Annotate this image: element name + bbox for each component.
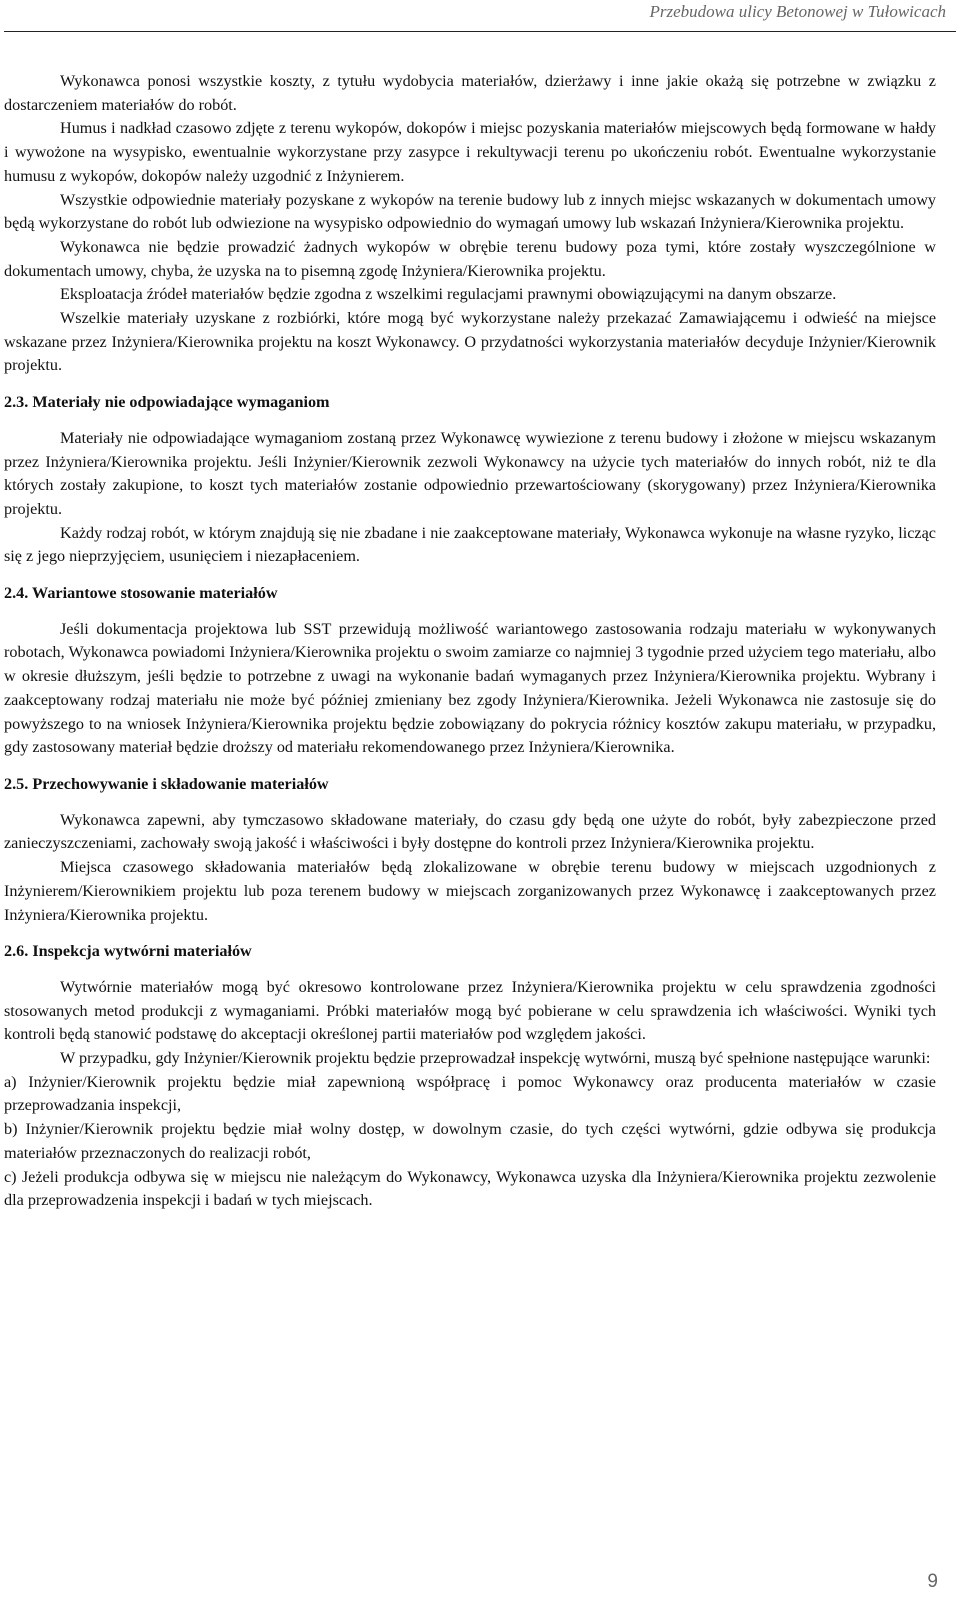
section-heading-2-6: 2.6. Inspekcja wytwórni materiałów [4,942,252,961]
document-body [4,70,936,1213]
list-item: c) Jeżeli produkcja odbywa się w miejscu nie należącym do Wykonawcy, Wykonawca uzyska dla Inżyniera/Kierownika projektu zezwolenie dla przeprowadzenia inspekcji i badań w tych miejscach. [4,1167,936,1210]
list-item: b) Inżynier/Kierownik projektu będzie miał wolny dostęp, w dowolnym czasie, do tych części wytwórni, gdzie odbywa się produkcja materiałów przeznaczonych do realizacji robót, [4,1120,936,1162]
paragraph: Materiały nie odpowiadające wymaganiom zostaną przez Wykonawcę wywiezione z terenu budowy i złożone w miejscu wskazanym przez Inżyniera/Kierownika projektu. Jeśli Inżynier/Kierownik zezwoli Wykonawcy na użycie tych materiałów do innych robót, niż te dla których zostały zakupione, to koszt tych materiałów zostanie odpowiednio przewartościowany (skorygowany) przez Inżyniera/Kierownika projektu. [4,428,936,518]
paragraph: Jeśli dokumentacja projektowa lub SST przewidują możliwość wariantowego zastosowania rodzaju materiału w wykonywanych robotach, Wykonawca powiadomi Inżyniera/Kierownika projektu o swoim zamiarze co najmniej 3 tygodnie przed użyciem tego materiału, albo w okresie dłuższym, jeśli będzie to potrzebne z uwagi na wykonanie badań wymaganych przez Inżyniera/Kierownika projektu. Wybrany i zaakceptowany rodzaj materiału nie może być później zmieniany bez zgody Inżyniera/Kierownika. Jeżeli Wykonawca nie zastosuje się do powyższego to na wniosek Inżyniera/Kierownika projektu będzie zobowiązany do pokrycia różnicy kosztów zakupu materiału, w przypadku, gdy zastosowany materiał będzie droższy od materiału rekomendowanego przez Inżyniera/Kierownika. [4,619,936,757]
paragraph: Wykonawca zapewni, aby tymczasowo składowane materiały, do czasu gdy będą one użyte do robót, były zabezpieczone przed zanieczyszczeniami, zachowały swoją jakość i właściwości i były dostępne do kontroli przez Inżyniera/Kierownika projektu. [4,810,936,853]
section-heading-2-3: 2.3. Materiały nie odpowiadające wymaganiom [4,393,330,412]
paragraph: Wykonawca ponosi wszystkie koszty, z tytułu wydobycia materiałów, dzierżawy i inne jakie okażą się potrzebne w związku z dostarczeniem materiałów do robót. [4,72,936,114]
page-header-title: Przebudowa ulicy Betonowej w Tułowicach [649,2,946,21]
paragraph: Miejsca czasowego składowania materiałów będą zlokalizowane w obrębie terenu budowy w miejscach uzgodnionych z Inżynierem/Kierownikiem projektu lub poza terenem budowy w miejscach zorganizowanych przez Wykonawcę i zaakceptowanych przez Inżyniera/Kierownika projektu. [4,858,936,924]
paragraph: Wykonawca nie będzie prowadzić żadnych wykopów w obrębie terenu budowy poza tymi, które zostały wyszczególnione w dokumentach umowy, chyba, że uzyska na to pisemną zgodę Inżyniera/Kierownika projektu. [4,237,936,280]
paragraph: Wszelkie materiały uzyskane z rozbiórki, które mogą być wykorzystane należy przekazać Zamawiającemu i odwieść na miejsce wskazane przez Inżyniera/Kierownika projektu na koszt Wykonawcy. O przydatności wykorzystania materiałów decyduje Inżynier/Kierownik projektu. [4,309,936,375]
section-heading-2-4: 2.4. Wariantowe stosowanie materiałów [4,584,278,603]
paragraph: Wszystkie odpowiednie materiały pozyskane z wykopów na terenie budowy lub z innych miejsc wskazanych w dokumentach umowy będą wykorzystane do robót lub odwiezione na wysypisko odpowiednio do wymagań umowy lub wskazań Inżyniera/Kierownika projektu. [4,190,936,233]
page-number: 9 [927,1571,938,1592]
paragraph: Wytwórnie materiałów mogą być okresowo kontrolowane przez Inżyniera/Kierownika projektu w celu sprawdzenia zgodności stosowanych metod produkcji z wymaganiami. Próbki materiałów mogą być pobierane w celu sprawdzenia ich właściwości. Wyniki tych kontroli będą stanowić podstawę do akceptacji określonej partii materiałów pod względem jakości. [4,977,936,1044]
list-item: a) Inżynier/Kierownik projektu będzie miał zapewnioną współpracę i pomoc Wykonawcy oraz producenta materiałów w czasie przeprowadzania inspekcji, [4,1072,936,1115]
section-heading-2-5: 2.5. Przechowywanie i składowanie materiałów [4,774,329,793]
paragraph: Każdy rodzaj robót, w którym znajdują się nie zbadane i nie zaakceptowane materiały, Wykonawca wykonuje na własne ryzyko, licząc się z jego nieprzyjęciem, usunięciem i niezapłaceniem. [4,523,936,566]
paragraph: Humus i nadkład czasowo zdjęte z terenu wykopów, dokopów i miejsc pozyskania materiałów miejscowych będą formowane w hałdy i wywożone na wysypisko, ewentualnie wykorzystane przy zasypce i rekultywacji terenu po ukończeniu robót. Ewentualne wykorzystanie humusu z wykopów, dokopów należy uzgodnić z Inżynierem. [4,119,936,185]
header-divider [4,31,956,32]
paragraph: Eksploatacja źródeł materiałów będzie zgodna z wszelkimi regulacjami prawnymi obowiązującymi na danym obszarze. [60,285,837,304]
paragraph: W przypadku, gdy Inżynier/Kierownik projektu będzie przeprowadzał inspekcję wytwórni, muszą być spełnione następujące warunki: [60,1049,931,1068]
